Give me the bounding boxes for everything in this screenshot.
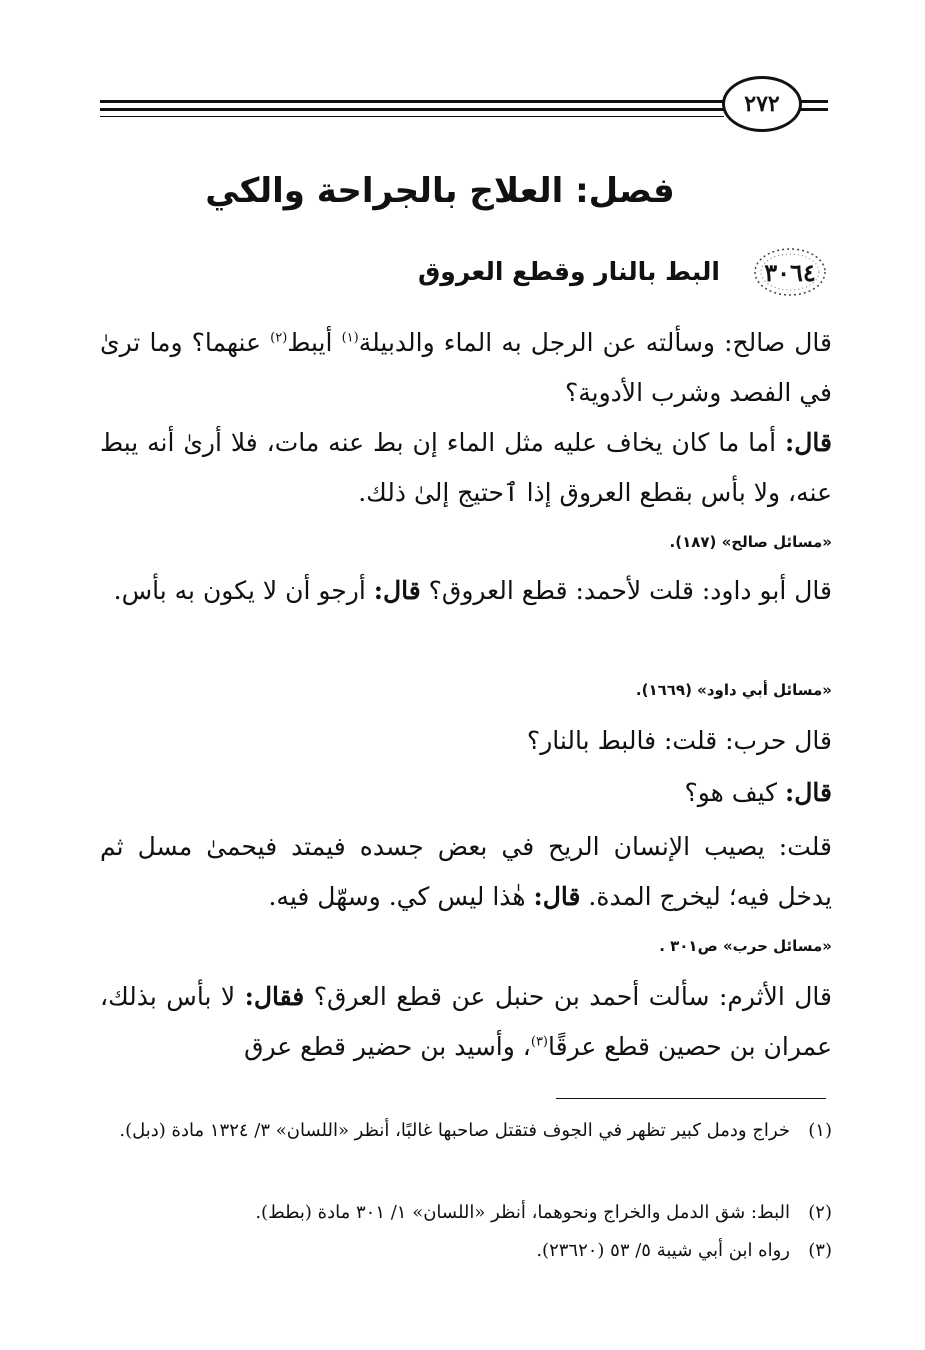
- speaker-label: قال:: [785, 778, 832, 807]
- footnote-number: (٣): [808, 1240, 832, 1261]
- footnote-number: (٢): [808, 1202, 832, 1223]
- footnote: [100, 1196, 832, 1230]
- paragraph: [100, 318, 832, 418]
- header-rule-tail: [800, 100, 828, 103]
- footnote-separator: [556, 1098, 826, 1099]
- footnote: [100, 1234, 832, 1268]
- footnote-ref: (١): [341, 330, 359, 346]
- footnote-text: البط: شق الدمل والخراج ونحوهما، أنظر «اللسان» ١/ ٣٠١ مادة (بطط).: [255, 1202, 790, 1223]
- paragraph-text: قال صالح: وسألته عن الرجل به الماء والدبيلة: [358, 328, 832, 357]
- speaker-label: فقال:: [244, 982, 305, 1011]
- paragraph: قال حرب: قلت: فالبط بالنار؟: [526, 726, 832, 755]
- paragraph: [100, 566, 832, 616]
- paragraph-text: لا بأس بذلك، عمران بن حصين قطع عرقًا: [100, 982, 832, 1061]
- issue-number-badge: [752, 246, 828, 298]
- header-rule: [100, 108, 724, 111]
- issue-number: ٣٠٦٤: [764, 257, 816, 287]
- issue-title: البط بالنار وقطع العروق: [417, 257, 720, 286]
- speaker-label: قال:: [373, 576, 421, 605]
- source-citation: «مسائل حرب» ص٣٠١ .: [659, 937, 832, 955]
- paragraph: [380, 768, 832, 818]
- speaker-label: قال:: [785, 428, 832, 457]
- source-citation: «مسائل صالح» (١٨٧).: [669, 533, 832, 551]
- paragraph-text: هٰذا ليس كي. وسهّل فيه.: [268, 882, 534, 911]
- paragraph: [100, 418, 832, 518]
- paragraph-text: عنهما؟ وما ترىٰ في الفصد وشرب الأدوية؟: [100, 328, 832, 407]
- source-citation: «مسائل أبي داود» (١٦٦٩).: [635, 681, 832, 699]
- footnote-number: (١): [808, 1120, 832, 1141]
- paragraph-text: قال الأثرم: سألت أحمد بن حنبل عن قطع العرق؟: [304, 982, 833, 1011]
- paragraph-text: أرجو أن لا يكون به بأس.: [113, 576, 374, 605]
- footnote: [100, 1114, 832, 1148]
- header-rule: [100, 100, 724, 103]
- footnote-text: رواه ابن أبي شيبة ٥/ ٥٣ (٢٣٦٢٠).: [536, 1240, 790, 1261]
- speaker-label: قال:: [533, 882, 581, 911]
- paragraph-text: أيبط: [287, 328, 342, 357]
- footnote-text: خراج ودمل كبير تظهر في الجوف فتقتل صاحبها غالبًا، أنظر «اللسان» ٣/ ١٣٢٤ مادة (دبل).: [119, 1120, 790, 1141]
- header-rule: [100, 116, 724, 117]
- paragraph: [100, 972, 832, 1072]
- paragraph: [100, 822, 832, 922]
- chapter-title: فصل: العلاج بالجراحة والكي: [205, 171, 675, 211]
- footnote-ref: (٣): [530, 1034, 548, 1050]
- paragraph-text: ، وأسيد بن حضير قطع عرق: [244, 1032, 531, 1061]
- page-number: ٢٧٢: [722, 76, 802, 132]
- paragraph-text: قال أبو داود: قلت لأحمد: قطع العروق؟: [420, 576, 832, 605]
- paragraph-text: أما ما كان يخاف عليه مثل الماء إن بط عنه مات، فلا أرىٰ أنه يبط عنه، ولا بأس بقطع العروق إذا ٱحتيج إلىٰ ذلك.: [100, 428, 832, 507]
- paragraph-text: كيف هو؟: [684, 778, 786, 807]
- paragraph-text: قلت: يصيب الإنسان الريح في بعض جسده فيمتد فيحمىٰ مسل ثم يدخل فيه؛ ليخرج المدة.: [100, 832, 832, 911]
- header-rule-tail: [800, 108, 828, 111]
- footnote-ref: (٢): [270, 330, 288, 346]
